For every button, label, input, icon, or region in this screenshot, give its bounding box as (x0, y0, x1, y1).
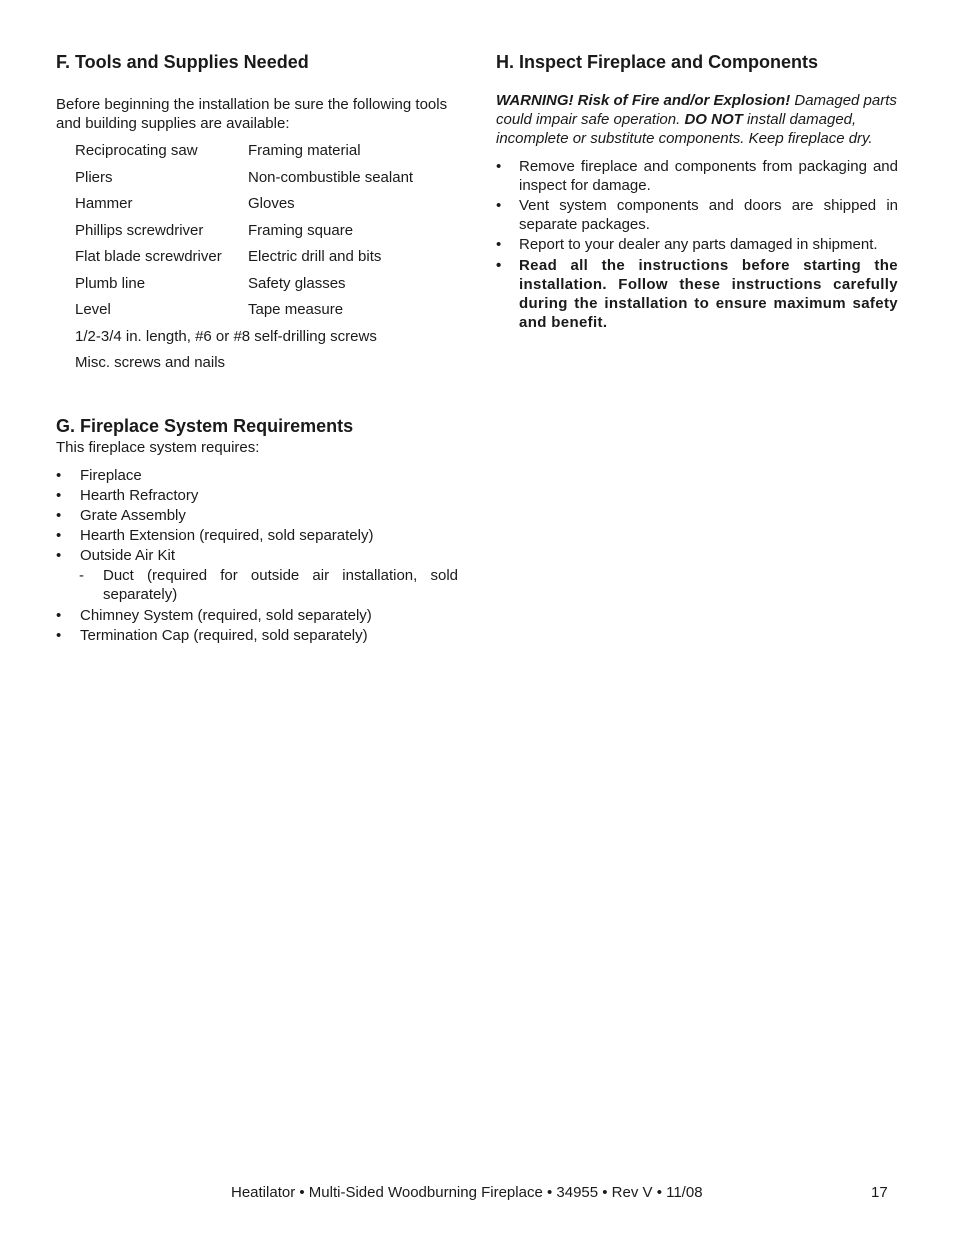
tool-item: Framing square (248, 221, 354, 239)
tools-row (75, 221, 458, 248)
warning-text: Damaged parts could impair safe operation. (496, 92, 897, 128)
requirements-list-continued (56, 606, 458, 645)
list-item-text: Fireplace (80, 466, 142, 484)
tool-item: Gloves (248, 195, 295, 212)
warning-emphasis: DO NOT (684, 111, 743, 128)
list-item (496, 256, 898, 332)
tool-item-full: 1/2-3/4 in. length, #6 or #8 self-drilling screws (75, 327, 377, 345)
list-item-text: Grate Assembly (80, 506, 186, 524)
list-item-text: Remove fireplace and components from packaging and inspect for damage. (519, 158, 898, 194)
warning-text: install damaged, incomplete or substitute components. Keep fireplace dry. (496, 111, 873, 147)
bullet-icon: • (496, 158, 502, 175)
list-item-text: Report to your dealer any parts damaged in shipment. (519, 236, 878, 254)
tool-item: Hammer (75, 195, 133, 212)
inspection-list (496, 157, 898, 332)
list-item-text: Hearth Extension (required, sold separately) (80, 527, 374, 545)
tools-row (75, 300, 458, 327)
warning-paragraph (496, 91, 898, 148)
list-item (56, 506, 458, 525)
tool-item-full: Misc. screws and nails (75, 354, 226, 371)
bullet-icon: • (56, 527, 62, 545)
list-item (56, 466, 458, 485)
bullet-icon: • (496, 197, 502, 215)
footer-text: Heatilator • Multi-Sided Woodburning Fireplace • 34955 • Rev V • 11/08 (231, 1184, 703, 1201)
tools-row (75, 274, 458, 301)
list-item (496, 196, 898, 234)
bullet-icon: • (56, 547, 62, 565)
list-item (56, 606, 458, 625)
sub-list-item (56, 566, 458, 604)
requirements-list (56, 466, 458, 566)
tools-row (75, 141, 458, 168)
tool-item: Electric drill and bits (248, 248, 382, 265)
page-number: 17 (871, 1184, 888, 1201)
warning-label: WARNING! Risk of Fire and/or Explosion! (496, 92, 791, 109)
tool-item: Safety glasses (248, 274, 346, 292)
list-item (56, 546, 458, 565)
sub-list-item-text: Duct (required for outside air installation, sold separately) (103, 567, 458, 604)
list-item (56, 486, 458, 505)
tool-item: Framing material (248, 142, 361, 159)
list-item-text: Hearth Refractory (80, 486, 199, 504)
tool-item: Non-combustible sealant (248, 168, 414, 186)
list-item-text: Termination Cap (required, sold separately) (80, 626, 368, 644)
bullet-icon: • (56, 466, 62, 484)
section-f-title: F. Tools and Supplies Needed (56, 52, 309, 72)
list-item-text: Chimney System (required, sold separately) (80, 606, 372, 624)
tool-item: Level (75, 301, 111, 318)
section-h-title: H. Inspect Fireplace and Components (496, 52, 819, 72)
bullet-icon: • (56, 506, 62, 524)
list-item-text: Outside Air Kit (80, 547, 176, 565)
tools-row (75, 194, 458, 221)
left-column (56, 50, 458, 646)
right-column (496, 50, 898, 333)
dash-icon: - (79, 567, 84, 585)
list-item (496, 157, 898, 195)
list-item (56, 626, 458, 645)
section-g-title: G. Fireplace System Requirements (56, 415, 354, 436)
section-f-intro: Before beginning the installation be sure the following tools and building supplies are available: (56, 96, 448, 132)
bullet-icon: • (496, 236, 502, 254)
section-g-intro: This fireplace system requires: (56, 438, 260, 456)
bullet-icon: • (56, 626, 62, 644)
tool-item: Reciprocating saw (75, 142, 198, 159)
list-item-text: Read all the instructions before starting the installation. Follow these instructions carefully during the installation to ensure maximum safety and benefit. (519, 256, 898, 331)
bullet-icon: • (496, 256, 502, 274)
tools-row (75, 247, 458, 274)
list-item (56, 526, 458, 545)
tool-item: Plumb line (75, 274, 146, 292)
bullet-icon: • (56, 486, 62, 504)
list-item (496, 235, 898, 254)
tools-row (75, 168, 458, 195)
list-item-text: Vent system components and doors are shipped in separate packages. (519, 197, 898, 234)
tools-list (56, 141, 458, 380)
bullet-icon: • (56, 606, 62, 624)
tool-item: Phillips screwdriver (75, 221, 204, 239)
tool-item: Pliers (75, 168, 113, 186)
tool-item: Tape measure (248, 301, 344, 318)
tool-item: Flat blade screwdriver (75, 248, 222, 265)
